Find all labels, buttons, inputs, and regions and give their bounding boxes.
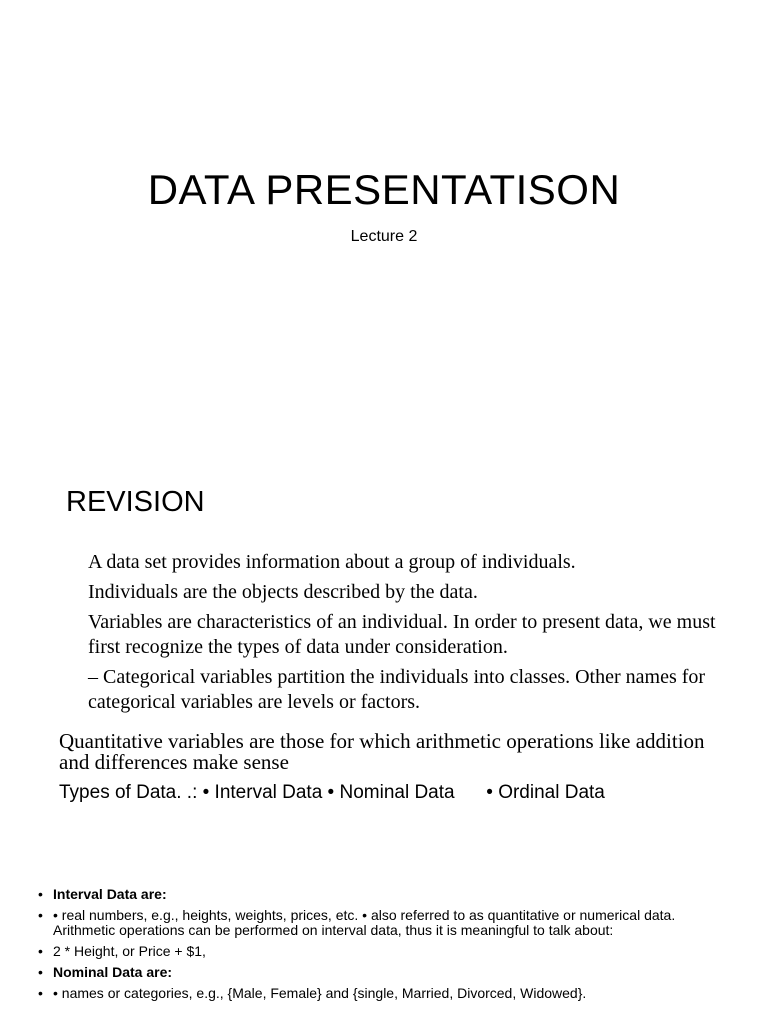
bullet-list [38, 887, 738, 1007]
data-types-slide [0, 864, 768, 1024]
slide-subtitle: Lecture 2 [350, 228, 418, 245]
types-of-data-line: Types of Data. .: • Interval Data • Nominal Data • Ordinal Data [59, 782, 605, 803]
bullet-icon: • [38, 886, 43, 902]
revision-slide [0, 432, 768, 864]
list-item-text: Interval Data are: [53, 886, 167, 902]
title-slide [0, 0, 768, 432]
list-item-text: Nominal Data are: [53, 964, 173, 980]
revision-paragraph: – Categorical variables partition the individuals into classes. Other names for categorical variables are levels or factors. [88, 666, 706, 713]
list-item [38, 887, 738, 902]
list-item-text: • real numbers, e.g., heights, weights, prices, etc. • also referred to as quantitative or numerical data. Arithmetic operations can be performed on interval data, thus it is meaningful to talk about: [53, 907, 676, 938]
slide-title: DATA PRESENTATISON [147, 166, 621, 213]
revision-paragraph: A data set provides information about a group of individuals. [88, 551, 576, 573]
revision-paragraph: Individuals are the objects described by the data. [88, 581, 478, 603]
list-item-text: 2 * Height, or Price + $1, [53, 943, 206, 959]
list-item [38, 908, 738, 938]
bullet-icon: • [38, 907, 43, 923]
revision-paragraphs [88, 550, 728, 720]
bullet-icon: • [38, 964, 43, 980]
list-item [38, 986, 738, 1001]
list-item-text: • names or categories, e.g., {Male, Female} and {single, Married, Divorced, Widowed}. [53, 985, 587, 1001]
list-item [38, 965, 738, 980]
quantitative-text: Quantitative variables are those for which arithmetic operations like addition and differences make sense [59, 729, 705, 774]
bullet-icon: • [38, 985, 43, 1001]
bullet-icon: • [38, 943, 43, 959]
list-item [38, 944, 738, 959]
revision-paragraph: Variables are characteristics of an individual. In order to present data, we must first recognize the types of data under consideration. [88, 611, 716, 658]
revision-heading: REVISION [66, 486, 205, 518]
